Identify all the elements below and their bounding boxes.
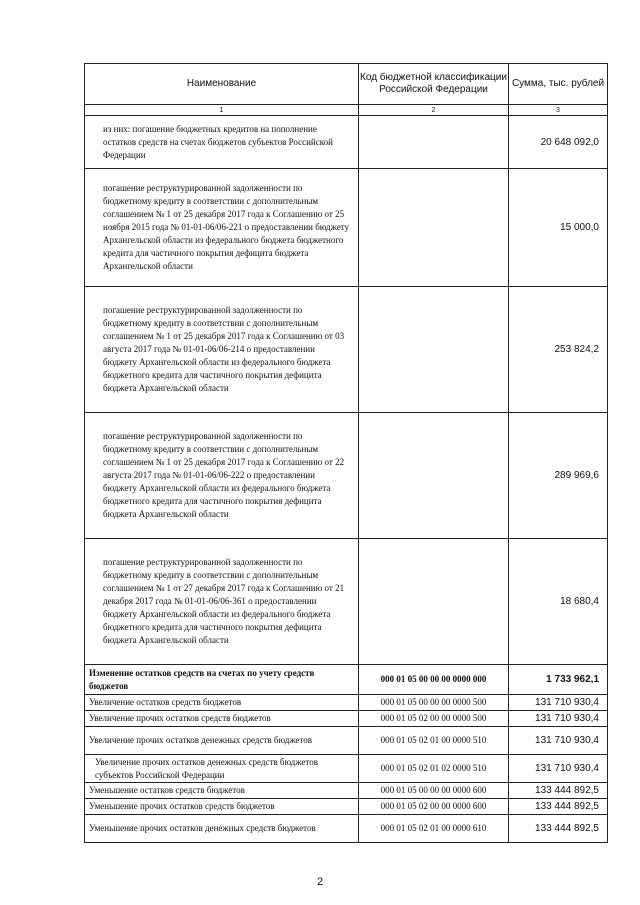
page-number: 2 bbox=[316, 876, 324, 888]
table-row bbox=[85, 727, 608, 755]
row-sum: 131 710 930,4 bbox=[509, 711, 608, 727]
table-row bbox=[85, 783, 608, 799]
table-row bbox=[85, 413, 608, 539]
row-sum: 131 710 930,4 bbox=[509, 695, 608, 711]
column-header-code: Код бюджетной классификации Российской Федерации bbox=[359, 64, 509, 105]
row-sum: 133 444 892,5 bbox=[509, 783, 608, 799]
table-row bbox=[85, 116, 608, 169]
row-sum: 133 444 892,5 bbox=[509, 799, 608, 815]
column-number-1: 1 bbox=[85, 105, 359, 116]
row-code: 000 01 05 02 00 00 0000 600 bbox=[359, 799, 509, 815]
table-row bbox=[85, 711, 608, 727]
table-row bbox=[85, 665, 608, 695]
row-name: Изменение остатков средств на счетах по учету средств бюджетов bbox=[85, 665, 359, 695]
row-name: Уменьшение прочих остатков денежных средств бюджетов bbox=[85, 815, 359, 843]
row-code bbox=[359, 539, 509, 665]
row-name: погашение реструктурированной задолженности по бюджетному кредиту в соответствии с дополнительным соглашением № 1 от 25 декабря 2017 года к Соглашению от 03 августа 2017 года № 01-01-06/06-214 о предоставлении бюджету Архангельской области из федерального бюджета бюджетного кредита для частичного покрытия дефицита бюджета Архангельской области bbox=[85, 287, 359, 413]
row-sum: 131 710 930,4 bbox=[509, 727, 608, 755]
table-header-row bbox=[85, 64, 608, 105]
column-header-sum: Сумма, тыс. рублей bbox=[509, 64, 608, 105]
table-row bbox=[85, 755, 608, 783]
row-sum: 20 648 092,0 bbox=[509, 116, 608, 169]
table-row bbox=[85, 169, 608, 287]
column-number-3: 3 bbox=[509, 105, 608, 116]
row-name: погашение реструктурированной задолженности по бюджетному кредиту в соответствии с дополнительным соглашением № 1 от 25 декабря 2017 года к Соглашению от 25 ноября 2015 года № 01-01-06/06-221 о предоставлении бюджету Архангельской области из федерального бюджета бюджетного кредита для частичного покрытия дефицита бюджета Архангельской области bbox=[85, 169, 359, 287]
row-code: 000 01 05 02 00 00 0000 500 bbox=[359, 711, 509, 727]
row-code: 000 01 05 00 00 00 0000 500 bbox=[359, 695, 509, 711]
row-code bbox=[359, 287, 509, 413]
row-sum: 131 710 930,4 bbox=[509, 755, 608, 783]
row-name: Увеличение прочих остатков денежных средств бюджетов bbox=[85, 727, 359, 755]
row-code: 000 01 05 02 01 00 0000 510 bbox=[359, 727, 509, 755]
row-code: 000 01 05 02 01 02 0000 510 bbox=[359, 755, 509, 783]
row-name: Увеличение остатков средств бюджетов bbox=[85, 695, 359, 711]
table-row bbox=[85, 539, 608, 665]
row-sum: 289 969,6 bbox=[509, 413, 608, 539]
table-row bbox=[85, 799, 608, 815]
row-sum: 133 444 892,5 bbox=[509, 815, 608, 843]
column-number-row bbox=[85, 105, 608, 116]
row-code: 000 01 05 02 01 00 0000 610 bbox=[359, 815, 509, 843]
row-name: погашение реструктурированной задолженности по бюджетному кредиту в соответствии с дополнительным соглашением № 1 от 27 декабря 2017 года к Соглашению от 21 декабря 2017 года № 01-01-06/06-361 о предоставлении бюджету Архангельской области из федерального бюджета бюджетного кредита для частичного покрытия дефицита бюджета Архангельской области bbox=[85, 539, 359, 665]
row-code bbox=[359, 169, 509, 287]
row-name: погашение реструктурированной задолженности по бюджетному кредиту в соответствии с дополнительным соглашением № 1 от 25 декабря 2017 года к Соглашению от 22 августа 2017 года № 01-01-06/06-222 о предоставлении бюджету Архангельской области из федерального бюджета бюджетного кредита для частичного покрытия дефицита бюджета Архангельской области bbox=[85, 413, 359, 539]
budget-sources-table bbox=[84, 63, 608, 843]
row-code bbox=[359, 116, 509, 169]
row-sum: 18 680,4 bbox=[509, 539, 608, 665]
table-row bbox=[85, 287, 608, 413]
column-number-2: 2 bbox=[359, 105, 509, 116]
row-sum: 253 824,2 bbox=[509, 287, 608, 413]
row-name: Уменьшение остатков средств бюджетов bbox=[85, 783, 359, 799]
row-name: Увеличение прочих остатков денежных средств бюджетов субъектов Российской Федерации bbox=[85, 755, 359, 783]
row-name: Увеличение прочих остатков средств бюджетов bbox=[85, 711, 359, 727]
table-row bbox=[85, 815, 608, 843]
table-row bbox=[85, 695, 608, 711]
row-name: из них: погашение бюджетных кредитов на пополнение остатков средств на счетах бюджетов субъектов Российской Федерации bbox=[85, 116, 359, 169]
row-code: 000 01 05 00 00 00 0000 000 bbox=[359, 665, 509, 695]
row-code: 000 01 05 00 00 00 0000 600 bbox=[359, 783, 509, 799]
row-name: Уменьшение прочих остатков средств бюджетов bbox=[85, 799, 359, 815]
row-sum: 1 733 962,1 bbox=[509, 665, 608, 695]
row-code bbox=[359, 413, 509, 539]
column-header-name: Наименование bbox=[85, 64, 359, 105]
row-sum: 15 000,0 bbox=[509, 169, 608, 287]
